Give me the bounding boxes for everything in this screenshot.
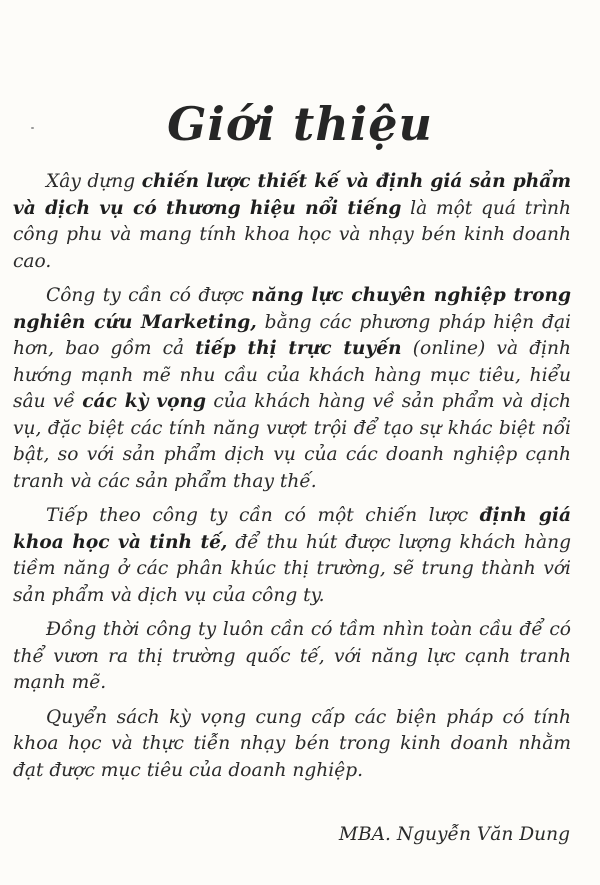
paragraph-3-bold-1: định giá khoa học và tinh tế, [13,505,571,553]
author-signature: MBA. Nguyễn Văn Dung [338,824,570,845]
paragraph-2-text-2: bằng các phương pháp hiện đại hơn, bao gồm cả [13,311,571,359]
print-speck [31,127,34,129]
paragraph-2-text-4: của khách hàng về sản phẩm và dịch vụ, đặc biệt các tính năng vượt trội để tạo sự khác biệt nổi bật, so với sản phẩm dịch vụ của các doanh nghiệp cạnh tranh và các sản phẩm thay thế. [13,391,571,492]
paragraph-5-text-1: Quyển sách kỳ vọng cung cấp các biện pháp có tính khoa học và thực tiễn nhạy bén trong kinh doanh nhằm đạt được mục tiêu của doanh nghiệp. [13,706,571,781]
paragraph-2-bold-2: tiếp thị trực tuyến [195,338,402,359]
paragraph-1-bold-1: chiến lược thiết kế và định giá sản phẩm và dịch vụ có thương hiệu nổi tiếng [13,171,571,219]
paragraph-2-text-3: (online) và định hướng mạnh mẽ nhu cầu của khách hàng mục tiêu, hiểu sâu về [13,338,572,412]
paragraph-5 [13,705,571,785]
paragraph-2-text-1: Công ty cần có được [46,285,252,306]
paragraph-2-bold-3: các kỳ vọng [82,391,207,412]
paragraph-1-text-1: Xây dựng [46,171,142,192]
paragraph-4 [13,617,571,697]
paragraph-1 [13,169,571,275]
paragraph-3-text-1: Tiếp theo công ty cần có một chiến lược [46,505,480,526]
paragraph-3 [13,503,571,609]
paragraph-2-bold-1: năng lực chuyên nghiệp trong nghiên cứu Marketing, [13,285,571,333]
paragraph-3-text-2: để thu hút được lượng khách hàng tiềm năng ở các phân khúc thị trường, sẽ trung thành với sản phẩm và dịch vụ của công ty. [13,531,571,606]
paragraph-1-text-2: là một quá trình công phu và mang tính khoa học và nhạy bén kinh doanh cao. [13,197,571,272]
paragraph-4-text-1: Đồng thời công ty luôn cần có tầm nhìn toàn cầu để có thể vươn ra thị trường quốc tế, với năng lực cạnh tranh mạnh mẽ. [13,619,571,693]
paragraph-2 [13,283,571,495]
page-title: Giới thiệu [167,96,433,151]
intro-body [13,169,571,792]
